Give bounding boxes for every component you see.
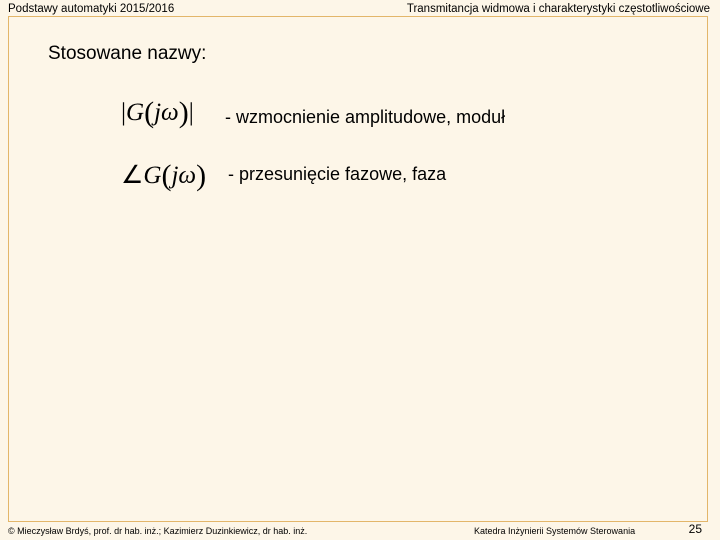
formula-prefix: | (121, 99, 127, 126)
description-phase: - przesunięcie fazowe, faza (228, 164, 447, 184)
slide-frame (8, 16, 708, 522)
formula-argument: jω (154, 99, 179, 126)
formula-close-paren: ) (196, 159, 207, 192)
formula-phase (121, 161, 206, 191)
formula-suffix: | (188, 99, 194, 126)
footer-department: Katedra Inżynierii Systemów Sterowania (474, 526, 636, 536)
header-course-title: Podstawy automatyki 2015/2016 (8, 3, 175, 15)
formula-open-paren: ( (161, 159, 172, 192)
formula-open-paren: ( (144, 96, 155, 129)
formula-argument: jω (171, 162, 197, 189)
section-title: Stosowane nazwy: (48, 43, 207, 64)
footer-authors: © Mieczysław Brdyś, prof. dr hab. inż.; Kazimierz Duzinkiewicz, dr hab. inż. (8, 526, 308, 536)
page-number: 25 (688, 522, 702, 536)
formula-symbol: G (126, 99, 145, 126)
formula-magnitude (121, 98, 194, 128)
formula-prefix: ∠ (121, 162, 144, 189)
formula-symbol: G (143, 162, 162, 189)
formula-close-paren: ) (178, 96, 189, 129)
header-slide-topic: Transmitancja widmowa i charakterystyki częstotliwościowe (406, 3, 710, 15)
description-magnitude: - wzmocnienie amplitudowe, moduł (225, 107, 506, 127)
